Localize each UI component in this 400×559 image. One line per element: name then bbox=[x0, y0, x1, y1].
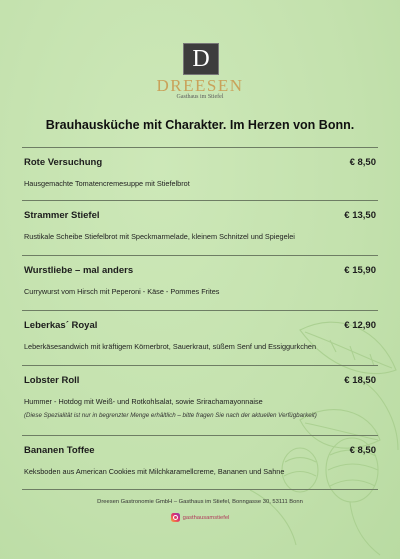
logo-letter: D bbox=[192, 46, 210, 72]
logo-name: DREESEN bbox=[156, 76, 244, 95]
item-price: € 12,90 bbox=[344, 320, 376, 331]
menu-item bbox=[24, 320, 376, 351]
item-price: € 8,50 bbox=[349, 445, 376, 456]
item-name: Wurstliebe – mal anders bbox=[24, 265, 134, 276]
menu-item bbox=[24, 265, 376, 296]
item-description: Currywurst vom Hirsch mit Peperoni - Käse - Pommes Frites bbox=[24, 287, 220, 296]
divider bbox=[22, 200, 378, 201]
divider bbox=[22, 435, 378, 436]
divider bbox=[22, 365, 378, 366]
item-description: Keksboden aus American Cookies mit Milchkaramellcreme, Bananen und Sahne bbox=[24, 467, 285, 476]
logo-subtitle: Gasthaus im Stiefel bbox=[176, 94, 224, 100]
item-name: Leberkas´ Royal bbox=[24, 320, 98, 331]
divider bbox=[22, 255, 378, 256]
item-name: Rote Versuchung bbox=[24, 157, 103, 168]
item-description: Hummer - Hotdog mit Weiß- und Rotkohlsalat, sowie Srirachamayonnaise bbox=[24, 397, 263, 406]
menu-item bbox=[24, 375, 376, 419]
menu-item bbox=[24, 210, 376, 241]
item-price: € 18,50 bbox=[344, 375, 376, 386]
divider bbox=[22, 147, 378, 148]
divider bbox=[22, 310, 378, 311]
item-name: Strammer Stiefel bbox=[24, 210, 100, 221]
item-price: € 8,50 bbox=[349, 157, 376, 168]
instagram-handle: gasthausamstiefel bbox=[182, 514, 230, 521]
item-description: Leberkäsesandwich mit kräftigem Körnerbrot, Sauerkraut, süßem Senf und Essiggurkchen bbox=[24, 342, 317, 351]
item-price: € 13,50 bbox=[344, 210, 376, 221]
page-headline: Brauhausküche mit Charakter. Im Herzen von Bonn. bbox=[45, 118, 355, 132]
item-name: Lobster Roll bbox=[24, 375, 80, 386]
menu-item bbox=[24, 157, 376, 188]
item-description: Hausgemachte Tomatencremesuppe mit Stiefelbrot bbox=[24, 179, 190, 188]
item-name: Bananen Toffee bbox=[24, 445, 95, 456]
logo-mark bbox=[183, 43, 219, 75]
item-price: € 15,90 bbox=[344, 265, 376, 276]
instagram-link[interactable] bbox=[0, 513, 400, 522]
instagram-icon bbox=[171, 513, 180, 522]
footer-address: Dreesen Gastronomie GmbH – Gasthaus im Stiefel, Bonngasse 30, 53111 Bonn bbox=[97, 499, 303, 505]
item-description: Rustikale Scheibe Stiefelbrot mit Speckmarmelade, kleinem Schnitzel und Spiegelei bbox=[24, 232, 295, 241]
menu-item bbox=[24, 445, 376, 476]
item-note: (Diese Spezialität ist nur in begrenzter Menge erhältlich – bitte fragen Sie nach der aktuellen Verfügbarkeit) bbox=[24, 412, 317, 419]
divider bbox=[22, 489, 378, 490]
